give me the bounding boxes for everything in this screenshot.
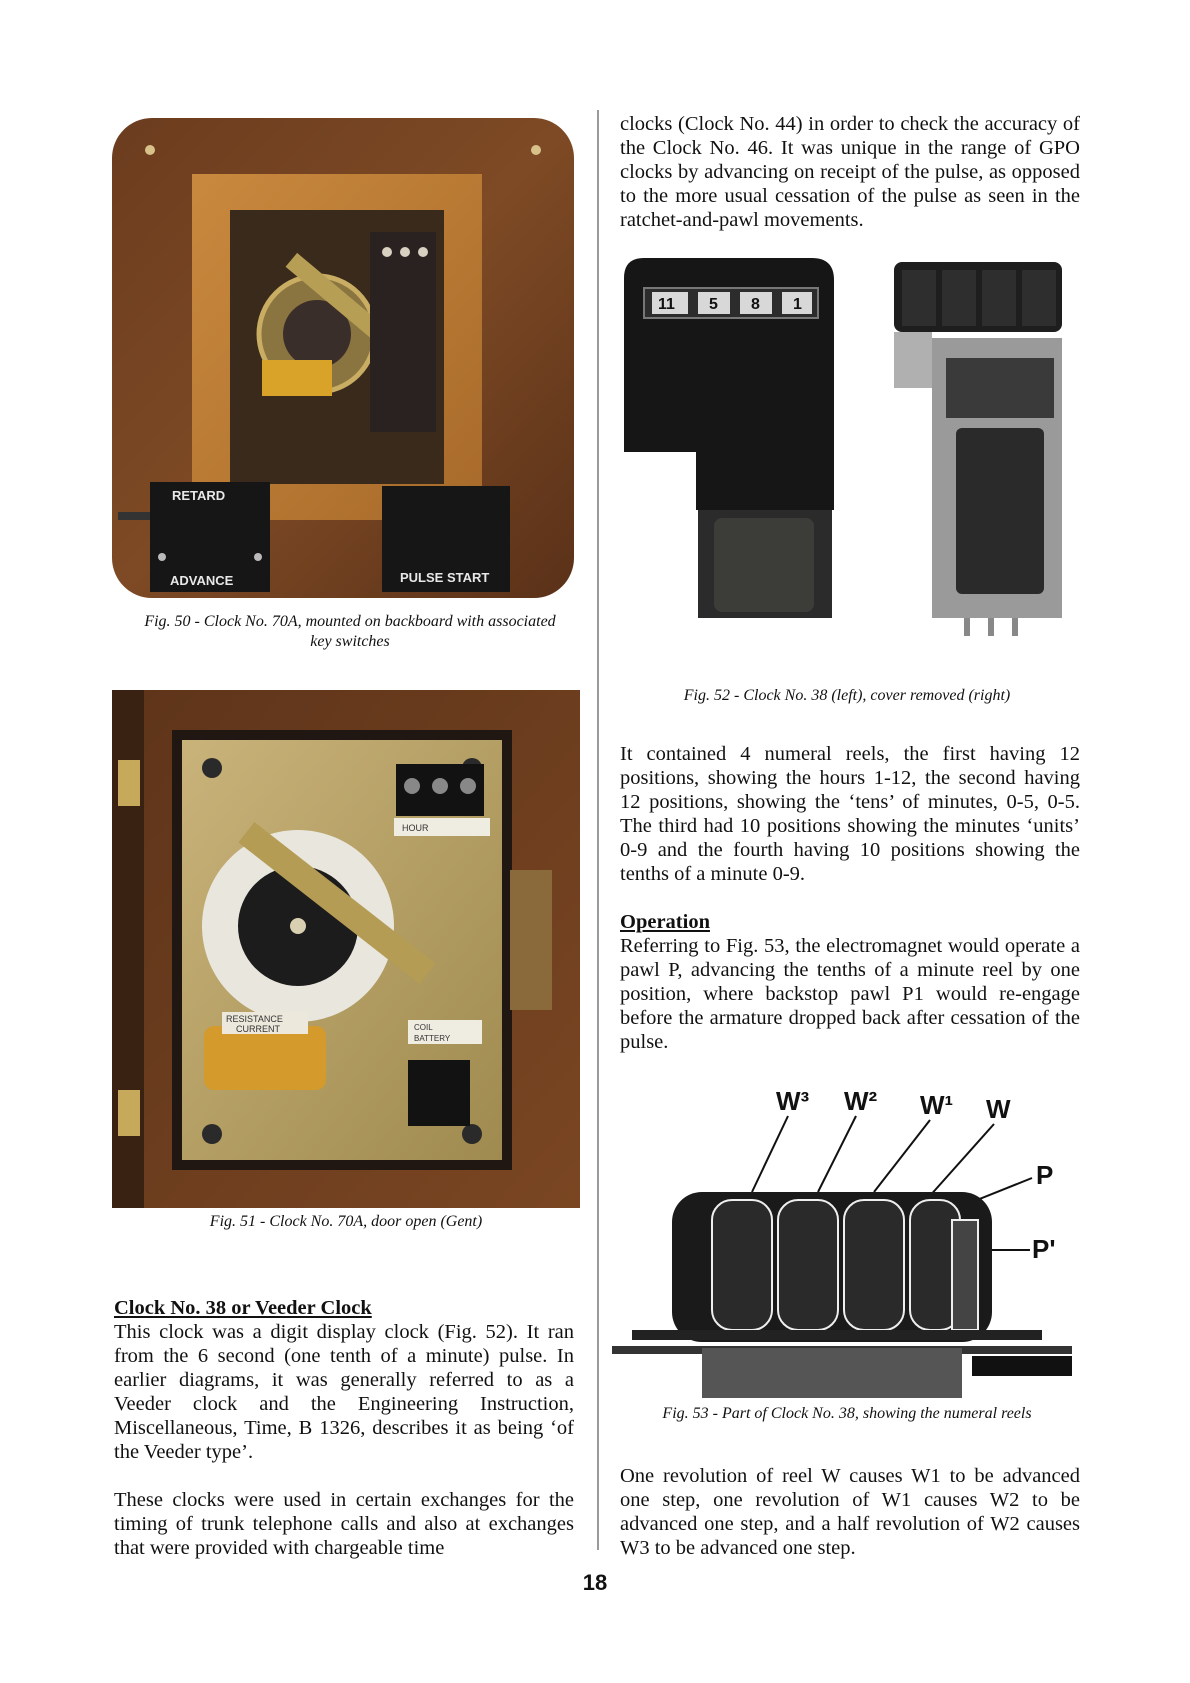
retard-label: RETARD [172, 488, 226, 503]
display-digit-units: 8 [751, 296, 760, 313]
fig51-caption: Fig. 51 - Clock No. 70A, door open (Gent) [209, 1213, 483, 1230]
label-w3: W³ [776, 1086, 810, 1116]
display-digit-tens: 5 [709, 296, 718, 313]
label-w: W [986, 1094, 1011, 1124]
paragraph-numeral-reels: It contained 4 numeral reels, the first having 12 positions, showing the hours 1-12, the second having 12 positions, showing the ‘tens’ of minutes, 0-5, 0-5. The third had 10 positions showing the minutes ‘units’ 0-9 and the fourth having 10 positions showing the tenths of a minute 0-9. [620, 743, 1080, 885]
advance-label: ADVANCE [170, 573, 234, 588]
operation-heading: Operation [620, 911, 710, 933]
fig52-photo [612, 258, 1082, 638]
fig53-caption: Fig. 53 - Part of Clock No. 38, showing the numeral reels [662, 1405, 1032, 1422]
figure-53 [612, 1080, 1082, 1400]
section-heading-veeder: Clock No. 38 or Veeder Clock [114, 1297, 372, 1319]
paragraph-revolution: One revolution of reel W causes W1 to be advanced one step, one revolution of W1 causes W2 to be advanced one step, and a half revolution of W2 causes W3 to be advanced one step. [620, 1465, 1080, 1559]
label-p: P [1036, 1160, 1054, 1190]
fig52-caption: Fig. 52 - Clock No. 38 (left), cover removed (right) [683, 687, 1011, 704]
paragraph-veeder-use: These clocks were used in certain exchanges for the timing of trunk telephone calls and also at exchanges that were provided with chargeable time [114, 1489, 574, 1559]
electromagnet-coil [956, 428, 1044, 594]
coil [204, 1026, 326, 1090]
coil-label: COIL [414, 1023, 433, 1032]
hour-label: HOUR [402, 823, 429, 833]
paragraph-veeder-intro: This clock was a digit display clock (Fig. 52). It ran from the 6 second (one tenth of a minute) pulse. In earlier diagrams, it was generally referred to as a Veeder clock and the Engineering Instruction, Miscellaneous, Time, B 1326, describes it as being ‘of the Veeder type’. [114, 1321, 574, 1463]
pulse-start-label: PULSE START [400, 570, 490, 585]
fig50-caption: Fig. 50 - Clock No. 70A, mounted on backboard with associated key switches [144, 613, 556, 650]
figure-51 [112, 690, 580, 1208]
current-label: CURRENT [236, 1024, 280, 1034]
label-w1: W¹ [920, 1090, 954, 1120]
page-number: 18 [582, 1570, 608, 1595]
paragraph-operation: Referring to Fig. 53, the electromagnet would operate a pawl P, advancing the tenths of a minute reel by one position, where backstop pawl P1 would re-engage before the armature dropped back after cessation of the pulse. [620, 935, 1080, 1053]
label-p1: P' [1032, 1234, 1056, 1264]
battery-label: BATTERY [414, 1034, 451, 1043]
column-divider [597, 110, 599, 1550]
display-digit-tenths: 1 [793, 296, 802, 313]
resistance-label: RESISTANCE [226, 1014, 283, 1024]
label-w2: W² [844, 1086, 878, 1116]
fig51-photo [112, 690, 580, 1208]
fig53-diagram [612, 1080, 1082, 1400]
paragraph-continued: clocks (Clock No. 44) in order to check the accuracy of the Clock No. 46. It was unique in the range of GPO clocks by advancing on receipt of the pulse, as opposed to the more usual cessation of the pulse as seen in the ratchet-and-pawl movements. [620, 113, 1080, 231]
display-digit-hours: 11 [658, 296, 675, 313]
figure-52 [612, 258, 1082, 638]
fig50-photo [112, 112, 578, 602]
figure-50 [112, 112, 578, 602]
